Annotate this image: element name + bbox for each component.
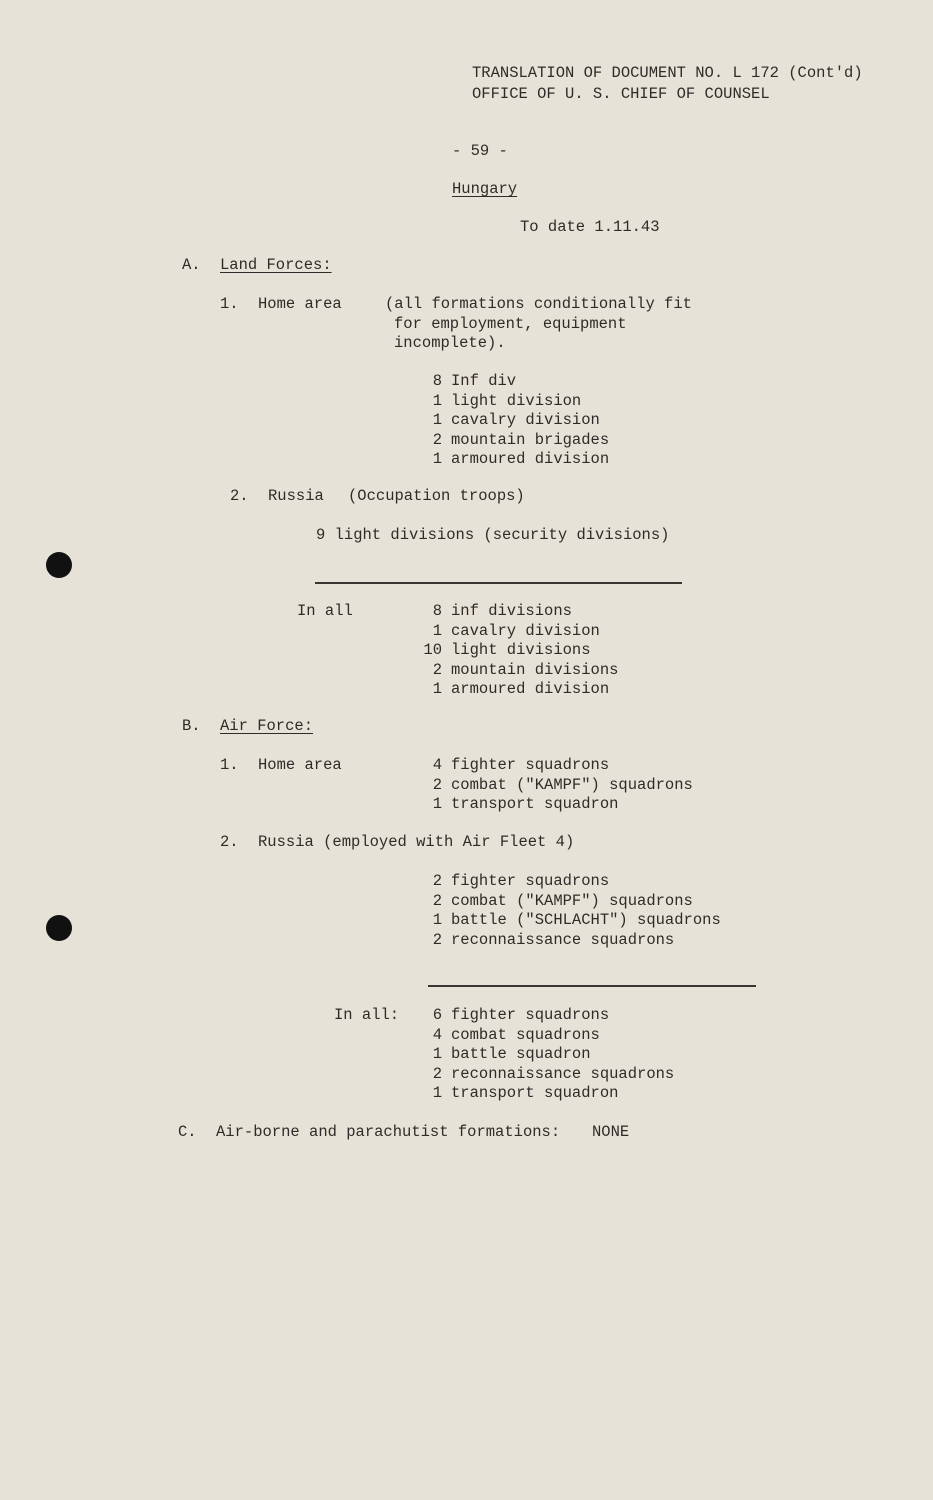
- unit-name: battle squadron: [451, 1045, 591, 1063]
- unit-count: 2: [432, 1064, 442, 1083]
- date-line: To date 1.11.43: [520, 218, 660, 236]
- country-heading: Hungary: [452, 180, 518, 198]
- land-home-note-1: (all formations conditionally fit: [385, 295, 692, 313]
- total-divider: [315, 582, 682, 584]
- unit-name: cavalry division: [451, 621, 600, 640]
- unit-count: 8: [432, 372, 442, 390]
- unit-name: armoured division: [451, 680, 610, 698]
- unit-name: reconnaissance squadrons: [451, 1064, 675, 1083]
- header-line-2: OFFICE OF U. S. CHIEF OF COUNSEL: [472, 85, 770, 103]
- unit-count: 8: [432, 602, 442, 620]
- unit-count: 1: [432, 911, 442, 929]
- section-b-title: Air Force:: [220, 717, 314, 735]
- unit-count: 2: [432, 660, 442, 679]
- unit-count: 1: [432, 411, 442, 429]
- unit-name: light division: [451, 391, 582, 410]
- air-total-unit-names: [451, 1006, 674, 1104]
- land-russia-units: 9 light divisions (security divisions): [316, 526, 670, 544]
- air-russia-label: Russia (employed with Air Fleet 4): [258, 833, 575, 851]
- section-c-text: Air-borne and parachutist formations:: [216, 1123, 561, 1141]
- header-line-1: TRANSLATION OF DOCUMENT NO. L 172 (Cont'd): [472, 64, 863, 82]
- section-b-letter: B.: [182, 717, 201, 735]
- land-russia-label: Russia: [268, 487, 324, 505]
- section-c-letter: C.: [178, 1123, 197, 1141]
- unit-name: combat ("KAMPF") squadrons: [451, 891, 693, 910]
- unit-name: transport squadron: [451, 795, 619, 813]
- unit-name: combat ("KAMPF") squadrons: [451, 775, 693, 794]
- section-a-title: Land Forces:: [220, 256, 332, 274]
- land-russia-num: 2.: [230, 487, 249, 505]
- unit-count: 1: [432, 680, 442, 698]
- unit-count: 4: [432, 1025, 442, 1044]
- air-total-label: In all:: [334, 1006, 400, 1024]
- unit-count: 2: [432, 775, 442, 794]
- land-home-unit-numbers: [418, 372, 442, 470]
- land-total-label: In all: [297, 602, 353, 620]
- air-russia-unit-names: [451, 872, 721, 950]
- unit-name: transport squadron: [451, 1084, 619, 1102]
- unit-name: battle ("SCHLACHT") squadrons: [451, 911, 721, 929]
- unit-name: fighter squadrons: [451, 872, 610, 890]
- unit-count: 1: [432, 391, 442, 410]
- unit-count: 2: [432, 872, 442, 890]
- unit-count: 1: [432, 621, 442, 640]
- unit-count: 10: [423, 641, 442, 659]
- unit-name: light divisions: [451, 641, 591, 659]
- unit-count: 6: [432, 1006, 442, 1024]
- land-home-note-3: incomplete).: [394, 334, 506, 352]
- unit-count: 2: [432, 891, 442, 910]
- land-home-label: Home area: [258, 295, 342, 313]
- land-home-unit-names: [451, 372, 609, 470]
- air-russia-unit-numbers: [418, 872, 442, 950]
- land-russia-note: (Occupation troops): [348, 487, 525, 505]
- unit-name: cavalry division: [451, 411, 600, 429]
- air-home-num: 1.: [220, 756, 239, 774]
- unit-count: 1: [432, 1084, 442, 1102]
- section-c-value: NONE: [592, 1123, 630, 1141]
- land-total-unit-numbers: [418, 602, 442, 700]
- total-divider: [428, 985, 756, 987]
- land-total-unit-names: [451, 602, 618, 700]
- punch-hole: [46, 552, 72, 578]
- unit-count: 1: [432, 450, 442, 468]
- unit-count: 1: [432, 795, 442, 813]
- unit-name: armoured division: [451, 450, 610, 468]
- unit-name: combat squadrons: [451, 1025, 600, 1044]
- air-russia-num: 2.: [220, 833, 239, 851]
- land-home-num: 1.: [220, 295, 239, 313]
- unit-count: 4: [432, 756, 442, 774]
- unit-name: mountain brigades: [451, 430, 610, 449]
- unit-name: fighter squadrons: [451, 756, 610, 774]
- section-a-letter: A.: [182, 256, 201, 274]
- unit-count: 1: [432, 1045, 442, 1063]
- air-total-unit-numbers: [418, 1006, 442, 1104]
- unit-name: fighter squadrons: [451, 1006, 610, 1024]
- unit-name: mountain divisions: [451, 660, 619, 679]
- unit-name: reconnaissance squadrons: [451, 930, 675, 949]
- air-home-unit-numbers: [418, 756, 442, 815]
- unit-name: Inf div: [451, 372, 517, 390]
- unit-name: inf divisions: [451, 602, 572, 620]
- unit-count: 2: [432, 930, 442, 949]
- air-home-label: Home area: [258, 756, 342, 774]
- page-number: - 59 -: [452, 142, 508, 160]
- punch-hole: [46, 915, 72, 941]
- air-home-unit-names: [451, 756, 693, 815]
- unit-count: 2: [432, 430, 442, 449]
- land-home-note-2: for employment, equipment: [394, 315, 627, 333]
